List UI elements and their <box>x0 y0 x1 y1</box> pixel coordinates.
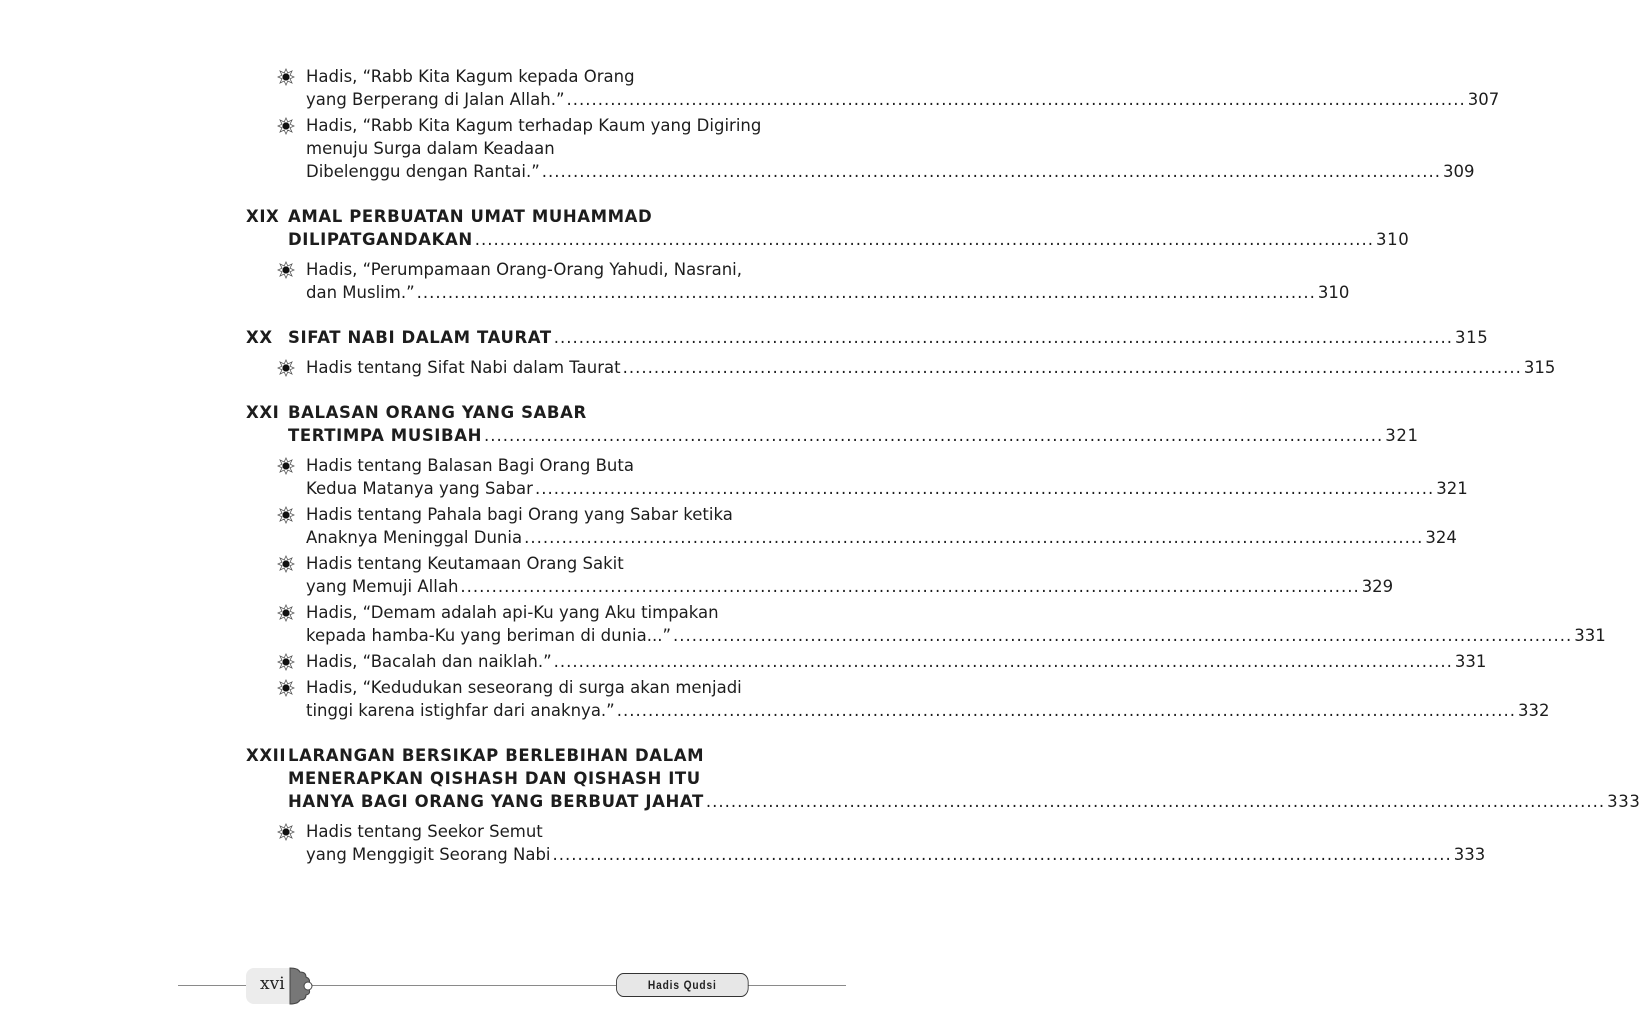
dot-leader <box>535 477 1434 500</box>
eight-point-star-bullet-icon <box>276 601 306 647</box>
toc-item-page-number: 310 <box>1317 283 1350 302</box>
toc-item-line <box>306 477 1468 500</box>
toc-item-line-text: Hadis, “Perumpamaan Orang-Orang Yahudi, Nasrani, <box>306 260 743 279</box>
toc-item-line <box>306 356 1555 379</box>
toc-item[interactable] <box>276 503 1457 549</box>
dot-leader <box>706 790 1605 813</box>
toc-item[interactable] <box>276 114 1475 183</box>
toc-item-page-number: 331 <box>1454 652 1487 671</box>
chapter-number: XIX <box>246 207 280 226</box>
chapter-page-number: 315 <box>1455 328 1489 347</box>
toc-item-text <box>306 114 1475 183</box>
chapter-title-text: TERTIMPA MUSIBAH <box>288 426 482 445</box>
subsection-gap <box>246 251 760 255</box>
toc-item-page-number: 307 <box>1467 90 1500 109</box>
chapter-title <box>288 326 1488 349</box>
toc-item-line-text: Hadis tentang Balasan Bagi Orang Buta <box>306 456 634 475</box>
chapter-title <box>288 401 1419 447</box>
dot-leader <box>567 88 1466 111</box>
chapter-page-number: 321 <box>1385 426 1419 445</box>
toc-item-line <box>306 699 1550 722</box>
dot-leader <box>623 356 1522 379</box>
toc-item-page-number: 321 <box>1436 479 1468 498</box>
toc-item-text <box>306 454 1468 500</box>
dot-leader <box>417 281 1316 304</box>
toc-item-line <box>306 526 1457 549</box>
toc-item[interactable] <box>276 820 1486 866</box>
toc-item-line-text: yang Menggigit Seorang Nabi <box>306 845 551 864</box>
toc-item-text <box>306 552 1393 598</box>
chapter-entry[interactable] <box>246 744 1640 813</box>
toc-item-line <box>306 575 1393 598</box>
toc-item-line <box>306 601 1606 624</box>
toc-item-line-text: kepada hamba-Ku yang beriman di dunia...” <box>306 626 672 645</box>
toc-item-line <box>306 258 1349 281</box>
dot-leader <box>524 526 1423 549</box>
toc-item-line <box>306 624 1606 647</box>
chapter-title <box>288 205 1409 251</box>
toc-item-line <box>306 88 1499 111</box>
toc-item-page-number: 329 <box>1361 577 1394 596</box>
section-gap <box>246 722 760 744</box>
toc-item-line-text: Kedua Matanya yang Sabar <box>306 479 533 498</box>
page-footer <box>178 966 846 1006</box>
chapter-title-text: HANYA BAGI ORANG YANG BERBUAT JAHAT <box>288 792 704 811</box>
chapter-title-line <box>288 744 1640 767</box>
toc-item[interactable] <box>276 356 1556 379</box>
toc-item[interactable] <box>276 601 1606 647</box>
toc-item-line-text: tinggi karena istighfar dari anaknya.” <box>306 701 615 720</box>
eight-point-star-bullet-icon <box>276 454 306 500</box>
toc-item-text <box>306 601 1606 647</box>
toc-item-line-text: yang Memuji Allah <box>306 577 459 596</box>
toc-item-text <box>306 650 1486 673</box>
eight-point-star-bullet-icon <box>276 114 306 183</box>
dot-leader <box>553 843 1452 866</box>
section-gap <box>246 183 760 205</box>
toc-item-text <box>306 356 1555 379</box>
chapter-title-line <box>288 401 1419 424</box>
toc-item-line <box>306 676 1550 699</box>
toc-item-line-text: yang Berperang di Jalan Allah.” <box>306 90 565 109</box>
toc-item[interactable] <box>276 258 1350 304</box>
chapter-title-text: SIFAT NABI DALAM TAURAT <box>288 328 552 347</box>
dot-leader <box>554 326 1453 349</box>
eight-point-star-bullet-icon <box>276 650 306 673</box>
chapter-title-line <box>288 424 1419 447</box>
chapter-title-text: AMAL PERBUATAN UMAT MUHAMMAD <box>288 207 653 226</box>
toc-item-page-number: 331 <box>1574 626 1606 645</box>
toc-item-text <box>306 65 1499 111</box>
dot-leader <box>554 650 1453 673</box>
subsection-gap <box>246 447 760 451</box>
page-number: xvi <box>260 974 285 994</box>
chapter-title-text: LARANGAN BERSIKAP BERLEBIHAN DALAM <box>288 746 705 765</box>
subsection-gap <box>246 813 760 817</box>
toc-item[interactable] <box>276 65 1500 111</box>
chapter-page-number: 333 <box>1607 792 1640 811</box>
chapter-title-line <box>288 790 1640 813</box>
toc-item-line-text: Hadis tentang Pahala bagi Orang yang Sabar ketika <box>306 505 733 524</box>
toc-item-line <box>306 281 1349 304</box>
toc-item-line <box>306 454 1468 477</box>
chapter-heading <box>246 401 1419 447</box>
toc-item-line <box>306 650 1486 673</box>
toc-item-line-text: Hadis, “Rabb Kita Kagum terhadap Kaum yang Digiring <box>306 116 762 135</box>
toc-item-line-text: Hadis, “Rabb Kita Kagum kepada Orang <box>306 67 635 86</box>
toc-item-line <box>306 137 1475 160</box>
toc-item-page-number: 333 <box>1453 845 1486 864</box>
toc-item-text <box>306 676 1550 722</box>
toc-item-page-number: 309 <box>1443 162 1475 181</box>
toc-item-line-text: dan Muslim.” <box>306 283 415 302</box>
chapter-entry[interactable] <box>246 401 1419 447</box>
chapter-title-line <box>288 767 1640 790</box>
dot-leader <box>542 160 1441 183</box>
book-title-tag: Hadis Qudsi <box>616 973 749 997</box>
eight-point-star-bullet-icon <box>276 65 306 111</box>
chapter-number: XXII <box>246 746 287 765</box>
toc-item-page-number: 324 <box>1425 528 1457 547</box>
toc-item[interactable] <box>276 676 1550 722</box>
toc-item-page-number: 332 <box>1518 701 1550 720</box>
section-gap <box>246 304 760 326</box>
chapter-title-text: BALASAN ORANG YANG SABAR <box>288 403 587 422</box>
toc-item-line-text: Hadis tentang Sifat Nabi dalam Taurat <box>306 358 621 377</box>
chapter-number: XXI <box>246 403 280 422</box>
toc-page <box>246 62 1640 866</box>
eight-point-star-bullet-icon <box>276 356 306 379</box>
chapter-entry[interactable] <box>246 326 1489 349</box>
chapter-title-line <box>288 205 1409 228</box>
dot-leader <box>460 575 1359 598</box>
toc-item-line-text: Hadis, “Demam adalah api-Ku yang Aku timpakan <box>306 603 719 622</box>
toc-item-page-number: 315 <box>1523 358 1556 377</box>
toc-item-line-text: Hadis tentang Seekor Semut <box>306 822 543 841</box>
toc-item-text <box>306 820 1485 866</box>
toc-item-line <box>306 552 1393 575</box>
toc-item-line <box>306 65 1499 88</box>
toc-item-line <box>306 820 1485 843</box>
toc-item-line <box>306 114 1475 137</box>
toc-item-line-text: Hadis, “Bacalah dan naiklah.” <box>306 652 552 671</box>
toc-item-line-text: menuju Surga dalam Keadaan <box>306 139 555 158</box>
chapter-title-line <box>288 326 1488 349</box>
eight-point-star-bullet-icon <box>276 258 306 304</box>
toc-item-text <box>306 258 1349 304</box>
toc-item-line-text: Dibelenggu dengan Rantai.” <box>306 162 540 181</box>
toc-item[interactable] <box>276 552 1394 598</box>
toc-item-line <box>306 160 1475 183</box>
section-gap <box>246 379 760 401</box>
toc-item[interactable] <box>276 650 1487 673</box>
eight-point-star-bullet-icon <box>276 676 306 722</box>
chapter-heading <box>246 326 1489 349</box>
toc-item[interactable] <box>276 454 1468 500</box>
toc-item-line-text: Hadis tentang Keutamaan Orang Sakit <box>306 554 624 573</box>
dot-leader <box>475 228 1374 251</box>
eight-point-star-bullet-icon <box>276 820 306 866</box>
toc-item-text <box>306 503 1457 549</box>
chapter-number: XX <box>246 328 273 347</box>
dot-leader <box>617 699 1516 722</box>
dot-leader <box>484 424 1383 447</box>
eight-point-star-bullet-icon <box>276 503 306 549</box>
chapter-title-line <box>288 228 1409 251</box>
toc-item-line-text: Anaknya Meninggal Dunia <box>306 528 523 547</box>
chapter-title-text: MENERAPKAN QISHASH DAN QISHASH ITU <box>288 769 701 788</box>
chapter-title <box>288 744 1640 813</box>
chapter-heading <box>246 205 1410 251</box>
toc-item-line <box>306 843 1485 866</box>
subsection-gap <box>246 349 760 353</box>
chapter-heading <box>246 744 1640 813</box>
dot-leader <box>673 624 1572 647</box>
eight-point-star-bullet-icon <box>276 552 306 598</box>
scalloped-ornament-icon <box>288 966 318 1010</box>
chapter-page-number: 310 <box>1376 230 1410 249</box>
toc-item-line-text: Hadis, “Kedudukan seseorang di surga akan menjadi <box>306 678 742 697</box>
chapter-entry[interactable] <box>246 205 1410 251</box>
chapter-title-text: DILIPATGANDAKAN <box>288 230 473 249</box>
toc-item-line <box>306 503 1457 526</box>
